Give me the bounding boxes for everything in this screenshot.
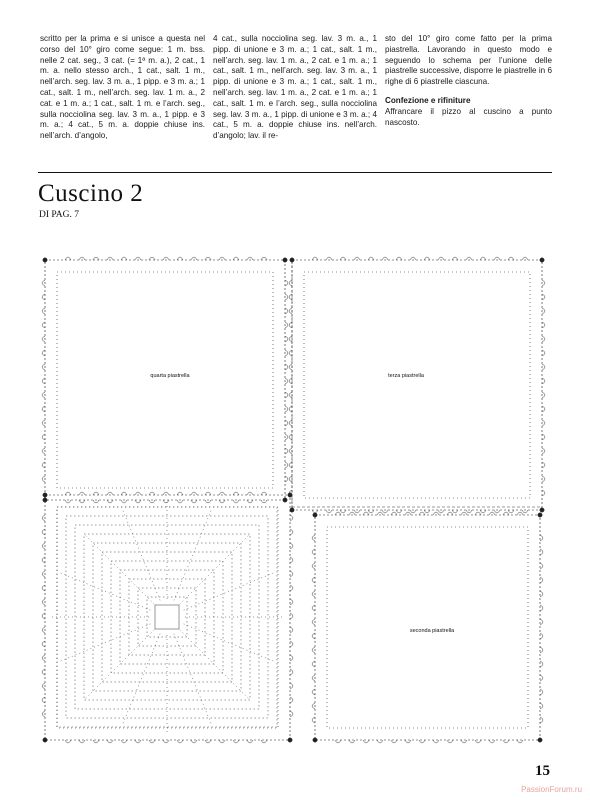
picot-mark xyxy=(289,308,292,314)
section-subtitle: DI PAG. 7 xyxy=(39,210,80,220)
picot-mark xyxy=(135,492,141,495)
body-text: sto del 10° giro come fatto per la prima piastrella. Lavorando in questo modo e seguendo lo schema per l’unione delle piastrelle successive, disporre le piastrelle in 6 righe di 6 piastrelle ciascuna. xyxy=(385,34,552,87)
picot-mark xyxy=(494,510,500,513)
picot-mark xyxy=(285,294,288,300)
picot-mark xyxy=(312,549,315,555)
picot-mark xyxy=(542,280,545,286)
picot-mark xyxy=(382,257,388,260)
corner-dot xyxy=(43,493,47,497)
picot-mark xyxy=(65,740,71,743)
picot-mark xyxy=(42,697,45,703)
picot-mark xyxy=(290,599,293,605)
picot-mark xyxy=(312,717,315,723)
picot-mark xyxy=(517,512,523,515)
picot-mark xyxy=(290,683,293,689)
picot-mark xyxy=(289,294,292,300)
lace-ring xyxy=(75,525,259,709)
corner-dot xyxy=(538,738,542,742)
picot-mark xyxy=(368,257,374,260)
corner-dot xyxy=(290,508,294,512)
picot-mark xyxy=(285,448,288,454)
corner-dot xyxy=(43,258,47,262)
picot-mark xyxy=(542,476,545,482)
tile-quarta-outline xyxy=(45,260,285,500)
picot-mark xyxy=(289,462,292,468)
picot-mark xyxy=(191,740,197,743)
picot-mark xyxy=(285,350,288,356)
corner-dot xyxy=(43,498,47,502)
picot-mark xyxy=(42,711,45,717)
picot-mark xyxy=(285,476,288,482)
picot-mark xyxy=(312,703,315,709)
picot-mark xyxy=(93,492,99,495)
picot-mark xyxy=(219,500,225,503)
picot-mark xyxy=(335,740,341,743)
lace-spoke xyxy=(184,572,276,610)
picot-mark xyxy=(42,641,45,647)
picot-mark xyxy=(540,703,543,709)
picot-mark xyxy=(475,740,481,743)
picot-mark xyxy=(135,500,141,503)
lace-spoke xyxy=(58,572,150,610)
picot-mark xyxy=(312,633,315,639)
lace-spoke xyxy=(122,634,160,726)
picot-mark xyxy=(247,492,253,495)
picot-mark xyxy=(508,257,514,260)
picot-mark xyxy=(219,492,225,495)
picot-mark xyxy=(542,434,545,440)
picot-mark xyxy=(42,515,45,521)
lace-spoke xyxy=(174,508,212,600)
picot-mark xyxy=(517,740,523,743)
picot-mark xyxy=(508,510,514,513)
picot-mark xyxy=(522,510,528,513)
picot-mark xyxy=(466,510,472,513)
picot-mark xyxy=(312,591,315,597)
picot-mark xyxy=(93,257,99,260)
lace-spoke xyxy=(174,634,212,726)
picot-mark xyxy=(107,740,113,743)
picot-mark xyxy=(290,571,293,577)
picot-mark xyxy=(494,257,500,260)
picot-mark xyxy=(42,543,45,549)
picot-mark xyxy=(312,510,318,513)
picot-mark xyxy=(377,512,383,515)
picot-mark xyxy=(542,490,545,496)
picot-mark xyxy=(285,364,288,370)
tile-terza-inner xyxy=(304,272,530,498)
picot-mark xyxy=(247,500,253,503)
picot-mark xyxy=(42,350,45,356)
picot-mark xyxy=(42,392,45,398)
picot-mark xyxy=(177,492,183,495)
picot-mark xyxy=(261,257,267,260)
picot-mark xyxy=(290,515,293,521)
picot-mark xyxy=(42,434,45,440)
picot-mark xyxy=(42,336,45,342)
picot-mark xyxy=(335,512,341,515)
picot-mark xyxy=(42,613,45,619)
picot-mark xyxy=(447,512,453,515)
lace-spoke xyxy=(84,534,155,605)
tile-terza-outline xyxy=(292,260,542,510)
picot-mark xyxy=(149,492,155,495)
lace-spoke xyxy=(84,630,155,701)
text-column-2 xyxy=(213,34,377,142)
picot-mark xyxy=(326,257,332,260)
body-text: Affrancare il pizzo al cuscino a punto nascosto. xyxy=(385,106,552,127)
picot-mark xyxy=(405,740,411,743)
picot-mark xyxy=(424,257,430,260)
picot-mark xyxy=(540,577,543,583)
label-terza-piastrella: terza piastrella xyxy=(388,373,424,379)
picot-mark xyxy=(340,257,346,260)
picot-mark xyxy=(285,336,288,342)
picot-mark xyxy=(410,510,416,513)
picot-mark xyxy=(540,717,543,723)
lace-spoke xyxy=(184,624,276,662)
picot-mark xyxy=(503,740,509,743)
lace-spoke xyxy=(180,534,251,605)
picot-mark xyxy=(233,257,239,260)
picot-mark xyxy=(42,294,45,300)
picot-mark xyxy=(121,500,127,503)
picot-mark xyxy=(340,510,346,513)
lace-ring xyxy=(138,588,196,646)
picot-mark xyxy=(42,557,45,563)
picot-mark xyxy=(65,492,71,495)
picot-mark xyxy=(312,605,315,611)
lace-center xyxy=(155,605,179,629)
picot-mark xyxy=(540,591,543,597)
picot-mark xyxy=(42,529,45,535)
picot-mark xyxy=(177,257,183,260)
picot-mark xyxy=(542,462,545,468)
tile-quarta-inner xyxy=(57,272,273,488)
picot-mark xyxy=(42,364,45,370)
lace-ring xyxy=(147,597,187,637)
picot-mark xyxy=(233,740,239,743)
picot-mark xyxy=(452,510,458,513)
lace-spoke xyxy=(180,630,251,701)
picot-mark xyxy=(289,364,292,370)
picot-mark xyxy=(540,647,543,653)
picot-mark xyxy=(42,476,45,482)
picot-mark xyxy=(42,322,45,328)
picot-mark xyxy=(285,462,288,468)
picot-mark xyxy=(289,476,292,482)
picot-mark xyxy=(542,294,545,300)
corner-dot xyxy=(540,508,544,512)
picot-mark xyxy=(433,512,439,515)
picot-mark xyxy=(326,510,332,513)
picot-mark xyxy=(191,500,197,503)
picot-mark xyxy=(219,257,225,260)
picot-mark xyxy=(540,535,543,541)
picot-mark xyxy=(107,500,113,503)
picot-mark xyxy=(290,655,293,661)
picot-mark xyxy=(289,322,292,328)
picot-mark xyxy=(542,350,545,356)
picot-mark xyxy=(363,512,369,515)
picot-mark xyxy=(289,280,292,286)
picot-mark xyxy=(93,740,99,743)
picot-mark xyxy=(121,740,127,743)
picot-mark xyxy=(466,257,472,260)
picot-mark xyxy=(233,500,239,503)
picot-mark xyxy=(42,669,45,675)
corner-dot xyxy=(538,513,542,517)
lace-spoke xyxy=(58,624,150,662)
picot-mark xyxy=(285,392,288,398)
picot-mark xyxy=(205,257,211,260)
picot-mark xyxy=(480,510,486,513)
picot-mark xyxy=(542,308,545,314)
picot-mark xyxy=(410,257,416,260)
picot-mark xyxy=(42,683,45,689)
corner-dot xyxy=(313,513,317,517)
picot-mark xyxy=(42,655,45,661)
picot-mark xyxy=(290,543,293,549)
picot-mark xyxy=(542,406,545,412)
picot-mark xyxy=(205,740,211,743)
section-title: Cuscino 2 xyxy=(38,180,144,207)
picot-mark xyxy=(205,492,211,495)
picot-mark xyxy=(289,420,292,426)
picot-mark xyxy=(79,492,85,495)
picot-mark xyxy=(438,510,444,513)
picot-mark xyxy=(290,557,293,563)
picot-mark xyxy=(542,420,545,426)
picot-mark xyxy=(42,420,45,426)
section-rule xyxy=(38,172,552,173)
picot-mark xyxy=(354,257,360,260)
picot-mark xyxy=(163,492,169,495)
picot-mark xyxy=(177,500,183,503)
picot-mark xyxy=(312,563,315,569)
picot-mark xyxy=(289,434,292,440)
picot-mark xyxy=(42,280,45,286)
picot-mark xyxy=(354,510,360,513)
picot-mark xyxy=(489,512,495,515)
picot-mark xyxy=(540,689,543,695)
lace-ring xyxy=(93,543,241,691)
picot-mark xyxy=(261,500,267,503)
picot-mark xyxy=(261,740,267,743)
picot-mark xyxy=(290,697,293,703)
picot-mark xyxy=(522,257,528,260)
picot-mark xyxy=(461,740,467,743)
picot-mark xyxy=(219,740,225,743)
picot-mark xyxy=(42,627,45,633)
picot-mark xyxy=(289,378,292,384)
picot-mark xyxy=(79,500,85,503)
picot-mark xyxy=(163,257,169,260)
picot-mark xyxy=(247,257,253,260)
lace-ring xyxy=(111,561,223,673)
picot-mark xyxy=(289,350,292,356)
picot-mark xyxy=(289,448,292,454)
text-column-1 xyxy=(40,34,205,142)
picot-mark xyxy=(79,740,85,743)
picot-mark xyxy=(540,563,543,569)
text-column-3 xyxy=(385,34,552,128)
picot-mark xyxy=(42,599,45,605)
picot-mark xyxy=(285,434,288,440)
picot-mark xyxy=(42,571,45,577)
picot-mark xyxy=(290,585,293,591)
picot-mark xyxy=(377,740,383,743)
picot-mark xyxy=(42,406,45,412)
picot-mark xyxy=(433,740,439,743)
corner-dot xyxy=(43,738,47,742)
picot-mark xyxy=(391,740,397,743)
picot-mark xyxy=(419,740,425,743)
picot-mark xyxy=(461,512,467,515)
picot-mark xyxy=(177,740,183,743)
picot-mark xyxy=(312,661,315,667)
crochet-diagram xyxy=(30,245,560,765)
picot-mark xyxy=(540,619,543,625)
picot-mark xyxy=(542,448,545,454)
picot-mark xyxy=(285,420,288,426)
picot-mark xyxy=(42,378,45,384)
picot-mark xyxy=(540,661,543,667)
lace-spoke xyxy=(122,508,160,600)
picot-mark xyxy=(480,257,486,260)
picot-mark xyxy=(149,257,155,260)
picot-mark xyxy=(79,257,85,260)
picot-mark xyxy=(452,257,458,260)
lace-ring xyxy=(57,507,277,727)
corner-dot xyxy=(288,493,292,497)
picot-mark xyxy=(290,669,293,675)
corner-dot xyxy=(283,258,287,262)
picot-mark xyxy=(540,605,543,611)
picot-mark xyxy=(247,740,253,743)
picot-mark xyxy=(419,512,425,515)
picot-mark xyxy=(65,257,71,260)
picot-mark xyxy=(107,257,113,260)
picot-mark xyxy=(312,577,315,583)
picot-mark xyxy=(405,512,411,515)
picot-mark xyxy=(163,500,169,503)
picot-mark xyxy=(396,510,402,513)
picot-mark xyxy=(424,510,430,513)
picot-mark xyxy=(290,613,293,619)
picot-mark xyxy=(285,280,288,286)
picot-mark xyxy=(542,336,545,342)
picot-mark xyxy=(149,740,155,743)
picot-mark xyxy=(391,512,397,515)
picot-mark xyxy=(65,500,71,503)
picot-mark xyxy=(290,711,293,717)
picot-mark xyxy=(396,257,402,260)
picot-mark xyxy=(542,364,545,370)
picot-mark xyxy=(121,257,127,260)
label-quarta-piastrella: quarta piastrella xyxy=(150,373,190,379)
picot-mark xyxy=(205,500,211,503)
picot-mark xyxy=(540,633,543,639)
picot-mark xyxy=(540,675,543,681)
picot-mark xyxy=(349,512,355,515)
picot-mark xyxy=(312,689,315,695)
picot-mark xyxy=(542,322,545,328)
picot-mark xyxy=(191,492,197,495)
corner-dot xyxy=(540,258,544,262)
picot-mark xyxy=(42,448,45,454)
picot-mark xyxy=(135,740,141,743)
picot-mark xyxy=(93,500,99,503)
picot-mark xyxy=(368,510,374,513)
picot-mark xyxy=(489,740,495,743)
picot-mark xyxy=(312,535,315,541)
picot-mark xyxy=(290,627,293,633)
picot-mark xyxy=(312,257,318,260)
lace-ring xyxy=(102,552,232,682)
picot-mark xyxy=(363,740,369,743)
picot-mark xyxy=(382,510,388,513)
tile-prima-outline xyxy=(45,495,290,740)
label-seconda-piastrella: seconda piastrella xyxy=(409,628,455,634)
body-text: 4 cat., sulla nocciolina seg. lav. 3 m. a., 1 pipp. di unione e 3 m. a.; 1 cat., salt. 1 m., nell’arch. seg. lav. 1 m. a., 2 cat. e 1 m. a.; 1 cat., salt. 1 m., nell’arch. seg. lav. 3 m. a., 1 pipp. di unione e 3 m. a.; 1 cat., salt. 1 m., nell’arch. seg. lav. 1 m. a., 2 cat. e 1 m. a.; 1 cat., salt. 1 m. e l’arch. seg., sulla nocciolina seg. lav. 3 m. a., 1 pipp. di unione e 3 m. a.; 4 cat., 5 m. a. doppie chiuse ins. nell’arch. d’angolo; lav. il re- xyxy=(213,34,377,141)
page-number: 15 xyxy=(535,763,550,779)
picot-mark xyxy=(447,740,453,743)
corner-dot xyxy=(313,738,317,742)
picot-mark xyxy=(312,675,315,681)
picot-mark xyxy=(438,257,444,260)
picot-mark xyxy=(135,257,141,260)
picot-mark xyxy=(540,549,543,555)
picot-mark xyxy=(107,492,113,495)
picot-mark xyxy=(42,308,45,314)
picot-mark xyxy=(261,492,267,495)
body-text: scritto per la prima e si unisce a questa nel corso del 10° giro come segue: 1 m. bss. nelle 2 cat. seg., 3 cat. (= 1ª m. a.), 2 cat., 1 m. a. nello stesso arch., 1 cat., salt. 1 m., nell’arch. seg. lav. 3 m. a., 1 pipp. e 3 m. a.; 1 cat., salt. 1 m., nell’arch. seg. lav. 1 m. a., 2 cat. e 1 m. a.; 1 cat., salt. 1 m. e l’arch. seg., sulla nocciolina seg. lav. 3 m. a., 1 pipp. e 3 m. a.; 4 cat., 5 m. a. doppie chiuse ins. nell’arch. d’angolo, xyxy=(40,34,205,141)
picot-mark xyxy=(285,322,288,328)
picot-mark xyxy=(42,585,45,591)
corner-dot xyxy=(283,498,287,502)
watermark: PassionForum.ru xyxy=(521,785,582,794)
picot-mark xyxy=(42,462,45,468)
picot-mark xyxy=(289,406,292,412)
picot-mark xyxy=(121,492,127,495)
corner-dot xyxy=(288,738,292,742)
picot-mark xyxy=(290,529,293,535)
picot-mark xyxy=(285,406,288,412)
picot-mark xyxy=(475,512,481,515)
picot-mark xyxy=(312,647,315,653)
picot-mark xyxy=(191,257,197,260)
picot-mark xyxy=(233,492,239,495)
picot-mark xyxy=(349,740,355,743)
picot-mark xyxy=(285,378,288,384)
picot-mark xyxy=(163,740,169,743)
picot-mark xyxy=(290,641,293,647)
picot-mark xyxy=(503,512,509,515)
subheading: Confezione e rifiniture xyxy=(385,95,471,105)
picot-mark xyxy=(542,378,545,384)
picot-mark xyxy=(289,336,292,342)
picot-mark xyxy=(285,308,288,314)
picot-mark xyxy=(149,500,155,503)
picot-mark xyxy=(542,392,545,398)
picot-mark xyxy=(289,392,292,398)
picot-mark xyxy=(312,619,315,625)
